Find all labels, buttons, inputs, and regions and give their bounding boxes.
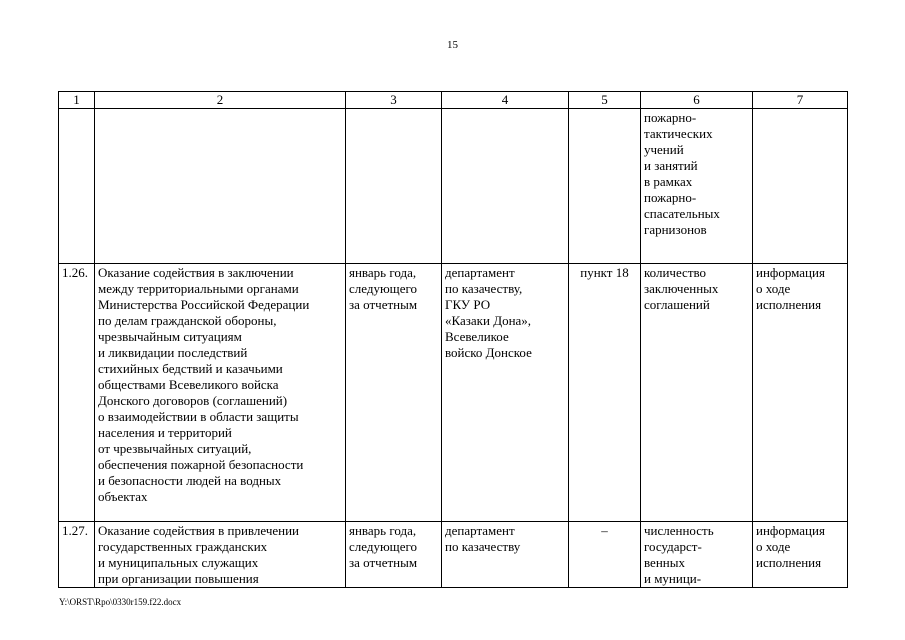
column-number: 1 bbox=[59, 92, 95, 109]
table-row-continuation bbox=[59, 109, 848, 264]
table-row-1-27 bbox=[59, 522, 848, 588]
cell-indicator: численность государст- венных и муници- bbox=[641, 522, 753, 588]
column-number: 5 bbox=[569, 92, 641, 109]
cell-reference: пункт 18 bbox=[569, 264, 641, 522]
column-number: 6 bbox=[641, 92, 753, 109]
column-number: 3 bbox=[346, 92, 442, 109]
cell-responsible: департамент по казачеству bbox=[442, 522, 569, 588]
cell-responsible bbox=[442, 109, 569, 264]
document-file-path: Y:\ORST\Rpo\0330r159.f22.docx bbox=[59, 597, 182, 607]
cell-activity: Оказание содействия в привлечении государственных гражданских и муниципальных служащих при организации повышения bbox=[95, 522, 346, 588]
cell-indicator: количество заключенных соглашений bbox=[641, 264, 753, 522]
cell-activity: Оказание содействия в заключении между территориальными органами Министерства Российской Федерации по делам гражданской обороны, чрезвычайным ситуациям и ликвидации последствий стихийных бедствий и казачьими обществами Всевеликого войска Донского договоров (соглашений) о взаимодействии в области защиты населения и территорий от чрезвычайных ситуаций, обеспечения пожарной безопасности и безопасности людей на водных объектах bbox=[95, 264, 346, 522]
cell-report-form: информация о ходе исполнения bbox=[753, 264, 848, 522]
cell-deadline: январь года, следующего за отчетным bbox=[346, 264, 442, 522]
column-number-row bbox=[59, 92, 848, 109]
cell-number: 1.27. bbox=[59, 522, 95, 588]
cell-number: 1.26. bbox=[59, 264, 95, 522]
cell-number bbox=[59, 109, 95, 264]
column-number: 7 bbox=[753, 92, 848, 109]
column-number: 2 bbox=[95, 92, 346, 109]
cell-report-form: информация о ходе исполнения bbox=[753, 522, 848, 588]
table-row-1-26 bbox=[59, 264, 848, 522]
cell-indicator: пожарно- тактических учений и занятий в рамках пожарно- спасательных гарнизонов bbox=[641, 109, 753, 264]
cell-reference bbox=[569, 109, 641, 264]
cell-report-form bbox=[753, 109, 848, 264]
column-number: 4 bbox=[442, 92, 569, 109]
measures-table bbox=[58, 91, 848, 588]
cell-responsible: департамент по казачеству, ГКУ РО «Казаки Дона», Всевеликое войско Донское bbox=[442, 264, 569, 522]
cell-reference: – bbox=[569, 522, 641, 588]
cell-deadline: январь года, следующего за отчетным bbox=[346, 522, 442, 588]
cell-activity bbox=[95, 109, 346, 264]
page-number: 15 bbox=[447, 39, 458, 51]
cell-deadline bbox=[346, 109, 442, 264]
